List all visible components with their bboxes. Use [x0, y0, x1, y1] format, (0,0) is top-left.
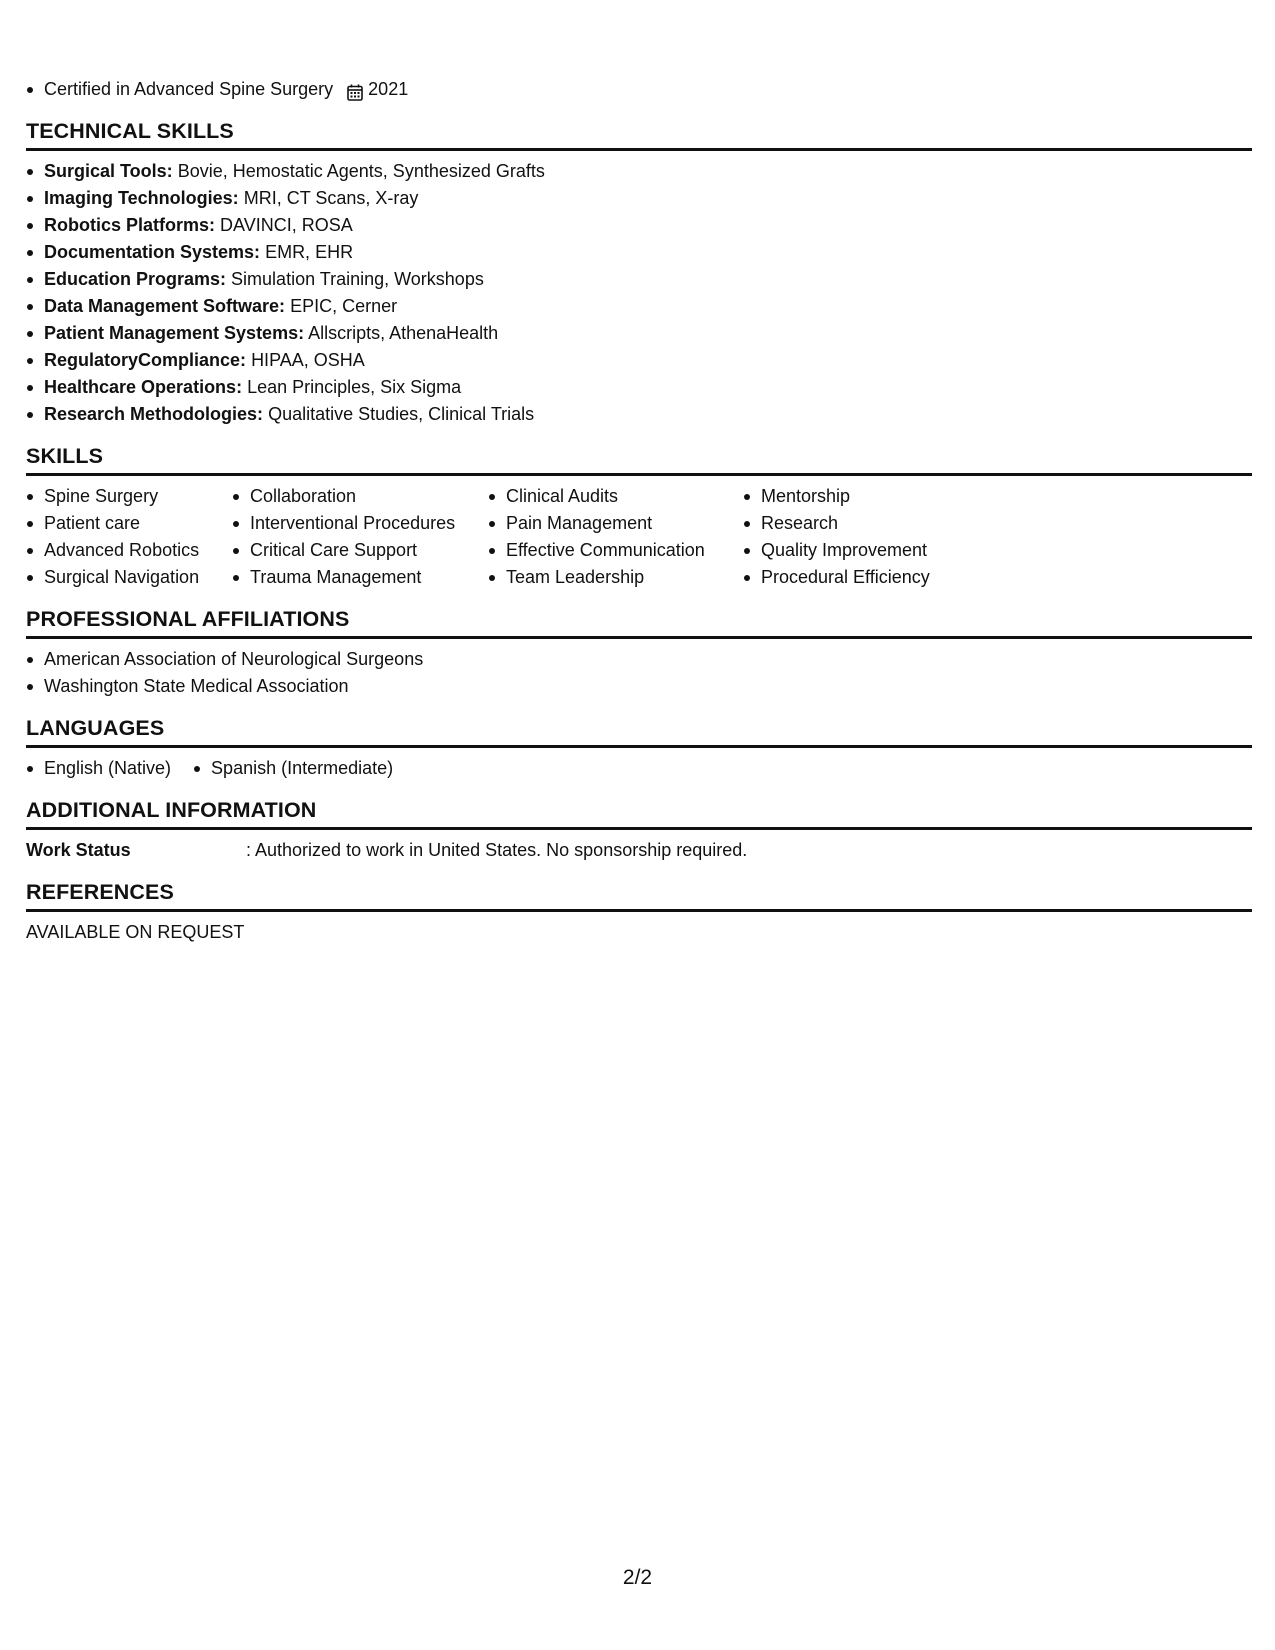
technical-skill-label: Surgical Tools:: [44, 161, 173, 181]
skill-item: Quality Improvement: [743, 537, 983, 564]
skills-column: [26, 483, 232, 591]
resume-page-2: [26, 76, 1252, 946]
section-title-additional-info: ADDITIONAL INFORMATION: [26, 797, 1252, 830]
references-text: AVAILABLE ON REQUEST: [26, 922, 245, 942]
technical-skill-value: Bovie, Hemostatic Agents, Synthesized Grafts: [177, 161, 545, 181]
skills-grid: [26, 476, 1252, 591]
technical-skill-item: [26, 212, 1252, 239]
additional-info-body: [26, 830, 1252, 864]
skill-item: Surgical Navigation: [26, 564, 232, 591]
affiliation-item: Washington State Medical Association: [26, 673, 1252, 700]
work-status-value: : Authorized to work in United States. No sponsorship required.: [246, 840, 748, 860]
technical-skill-item: [26, 185, 1252, 212]
language-item: Spanish (Intermediate): [193, 755, 393, 782]
additional-info-section: [26, 797, 1252, 864]
technical-skill-label: Data Management Software:: [44, 296, 286, 316]
technical-skill-value: MRI, CT Scans, X-ray: [243, 188, 419, 208]
technical-skill-label: Imaging Technologies:: [44, 188, 239, 208]
technical-skill-label: Education Programs:: [44, 269, 227, 289]
section-title-technical-skills: TECHNICAL SKILLS: [26, 118, 1252, 151]
technical-skill-item: [26, 401, 1252, 428]
skill-item: Pain Management: [488, 510, 743, 537]
skills-column: [488, 483, 743, 591]
skill-item: Effective Communication: [488, 537, 743, 564]
technical-skill-item: [26, 239, 1252, 266]
technical-skill-value: Lean Principles, Six Sigma: [247, 377, 462, 397]
technical-skill-item: [26, 347, 1252, 374]
section-title-languages: LANGUAGES: [26, 715, 1252, 748]
skills-column: [743, 483, 983, 591]
technical-skill-value: HIPAA, OSHA: [251, 350, 365, 370]
technical-skill-value: Qualitative Studies, Clinical Trials: [268, 404, 535, 424]
skill-item: Research: [743, 510, 983, 537]
skill-item: Interventional Procedures: [232, 510, 488, 537]
languages-list: [26, 748, 1252, 782]
certification-item: [26, 76, 1252, 103]
skill-item: Team Leadership: [488, 564, 743, 591]
affiliation-item: American Association of Neurological Surgeons: [26, 646, 1252, 673]
work-status-row: [26, 837, 1252, 864]
technical-skill-item: [26, 293, 1252, 320]
technical-skill-label: Robotics Platforms:: [44, 215, 216, 235]
skill-item: Mentorship: [743, 483, 983, 510]
technical-skills-section: [26, 118, 1252, 428]
technical-skill-item: [26, 158, 1252, 185]
section-title-affiliations: PROFESSIONAL AFFILIATIONS: [26, 606, 1252, 639]
languages-section: [26, 715, 1252, 782]
technical-skill-label: Research Methodologies:: [44, 404, 264, 424]
technical-skill-item: [26, 266, 1252, 293]
technical-skill-item: [26, 320, 1252, 347]
calendar-icon: [347, 82, 363, 99]
section-title-references: REFERENCES: [26, 879, 1252, 912]
technical-skill-label: RegulatoryCompliance:: [44, 350, 247, 370]
affiliations-section: [26, 606, 1252, 700]
references-section: [26, 879, 1252, 946]
technical-skill-value: DAVINCI, ROSA: [220, 215, 353, 235]
skill-item: Trauma Management: [232, 564, 488, 591]
skill-item: Critical Care Support: [232, 537, 488, 564]
skills-section: [26, 443, 1252, 591]
technical-skill-label: Patient Management Systems:: [44, 323, 305, 343]
certifications-list: [26, 76, 1252, 103]
work-status-label: Work Status: [26, 840, 131, 860]
certification-year: 2021: [368, 79, 409, 99]
skill-item: Advanced Robotics: [26, 537, 232, 564]
page-number: 2/2: [622, 1566, 653, 1589]
technical-skill-value: Allscripts, AthenaHealth: [308, 323, 499, 343]
technical-skills-list: [26, 151, 1252, 428]
skill-item: Clinical Audits: [488, 483, 743, 510]
skill-item: Patient care: [26, 510, 232, 537]
technical-skill-label: Healthcare Operations:: [44, 377, 243, 397]
technical-skill-label: Documentation Systems:: [44, 242, 261, 262]
skill-item: Spine Surgery: [26, 483, 232, 510]
skill-item: Procedural Efficiency: [743, 564, 983, 591]
language-item: English (Native): [26, 755, 171, 782]
certification-name: Certified in Advanced Spine Surgery: [44, 79, 334, 99]
technical-skill-value: EMR, EHR: [265, 242, 354, 262]
technical-skill-value: Simulation Training, Workshops: [231, 269, 484, 289]
technical-skill-item: [26, 374, 1252, 401]
skills-column: [232, 483, 488, 591]
section-title-skills: SKILLS: [26, 443, 1252, 476]
skill-item: Collaboration: [232, 483, 488, 510]
technical-skill-value: EPIC, Cerner: [290, 296, 398, 316]
affiliations-list: [26, 639, 1252, 700]
